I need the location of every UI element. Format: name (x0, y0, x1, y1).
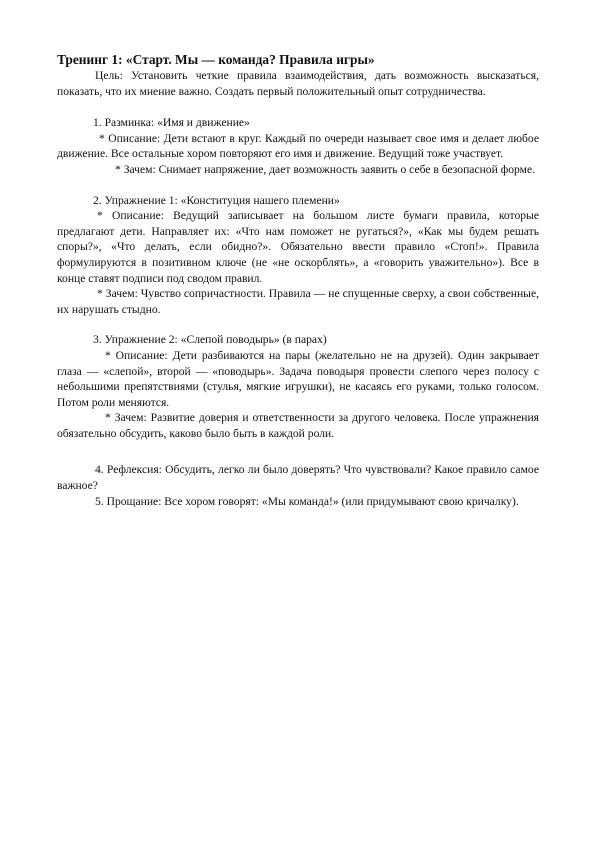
section-1-heading: 1. Разминка: «Имя и движение» (93, 116, 250, 130)
farewell-item: 5. Прощание: Все хором говорят: «Мы команда!» (или придумывают свою кричалку). (95, 494, 519, 508)
section-2-description: * Описание: Ведущий записывает на большом листе бумаги правила, которые предлагают дети. Направляет их: «Что нам поможет не ругаться?», «Как мы будем решать споры?», «Что делать, если обидно?». Обязательно ввести правило «Стоп!». Правила формулируются в позитивном ключе (не «не оскорблять», а «говорить уважительно»). Все в конце ставят подписи под сводом правил. (57, 209, 539, 285)
goal-paragraph: Цель: Установить четкие правила взаимодействия, дать возможность высказаться, показать, что их мнение важно. Создать первый положительный опыт сотрудничества. (57, 69, 539, 98)
section-2-why: * Зачем: Чувство сопричастности. Правила — не спущенные сверху, а свои собственные, их нарушать стыдно. (57, 287, 539, 316)
section-2-heading: 2. Упражнение 1: «Конституция нашего племени» (93, 193, 340, 207)
document-title: Тренинг 1: «Старт. Мы — команда? Правила игры» (57, 52, 375, 67)
section-3-heading: 3. Упражнение 2: «Слепой поводырь» (в парах) (93, 333, 327, 347)
section-1-description: * Описание: Дети встают в круг. Каждый по очереди называет свое имя и делает любое движение. Все остальные хором повторяют его имя и движение. Ведущий тоже участвует. (57, 131, 539, 161)
document-page (57, 52, 539, 509)
section-3-why: * Зачем: Развитие доверия и ответственности за другого человека. После упражнения обязательно обсудить, каково было быть в каждой роли. (57, 411, 539, 440)
section-3-description: * Описание: Дети разбиваются на пары (желательно не на друзей). Один закрывает глаза — «слепой», второй — «поводырь». Задача поводыря провести слепого через полосу с небольшими препятствиями (стулья, мягкие игрушки), не касаясь его руками, только голосом. Потом роли меняются. (57, 348, 539, 409)
section-1-why: * Зачем: Снимает напряжение, дает возможность заявить о себе в безопасной форме. (115, 162, 536, 176)
reflection-item: 4. Рефлексия: Обсудить, легко ли было доверять? Что чувствовали? Какое правило самое важное? (57, 463, 539, 493)
